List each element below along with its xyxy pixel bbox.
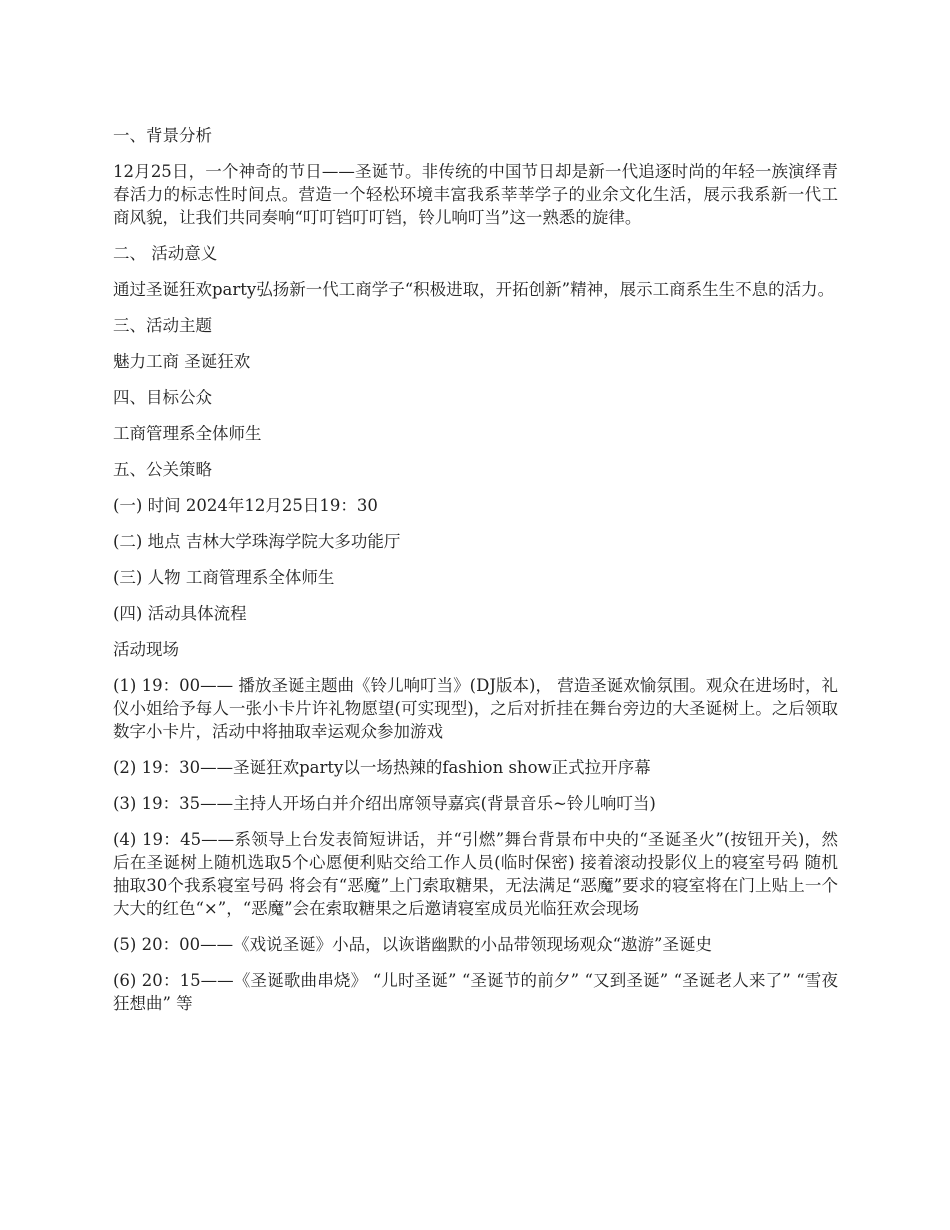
section-heading-audience: 四、目标公众 (113, 388, 212, 407)
flow-item: (1) 19：00—— 播放圣诞主题曲《铃儿响叮当》(DJ版本)， 营造圣诞欢愉氛围。观众在进场时，礼仪小姐给予每人一张小卡片许礼物愿望(可实现型)，之后对折挂在舞台旁边的大圣诞树上。之后领取数字小卡片，活动中将抽取幸运观众参加游戏 (113, 676, 838, 741)
strategy-flow-heading: (四) 活动具体流程 (113, 604, 247, 623)
flow-item: (6) 20：15——《圣诞歌曲串烧》 “儿时圣诞” “圣诞节的前夕” “又到圣诞” “圣诞老人来了” “雪夜狂想曲” 等 (113, 971, 838, 1013)
strategy-people: (三) 人物 工商管理系全体师生 (113, 568, 335, 587)
strategy-time: (一) 时间 2024年12月25日19：30 (113, 496, 378, 515)
significance-paragraph: 通过圣诞狂欢party弘扬新一代工商学子“积极进取，开拓创新”精神，展示工商系生生不息的活力。 (113, 280, 835, 299)
section-heading-theme: 三、活动主题 (113, 316, 212, 335)
event-site-heading: 活动现场 (113, 640, 179, 659)
theme-paragraph: 魅力工商 圣诞狂欢 (113, 352, 251, 371)
section-heading-background: 一、背景分析 (113, 126, 212, 145)
section-heading-significance: 二、 活动意义 (113, 244, 218, 263)
flow-item: (5) 20：00——《戏说圣诞》小品，以诙谐幽默的小品带领现场观众“遨游”圣诞史 (113, 935, 712, 954)
flow-item: (3) 19：35——主持人开场白并介绍出席领导嘉宾(背景音乐~铃儿响叮当) (113, 794, 656, 813)
background-paragraph: 12月25日，一个神奇的节日——圣诞节。非传统的中国节日却是新一代追逐时尚的年轻一族演绎青春活力的标志性时间点。营造一个轻松环境丰富我系莘莘学子的业余文化生活，展示我系新一代工商风貌，让我们共同奏响“叮叮铛叮叮铛，铃儿响叮当”这一熟悉的旋律。 (113, 162, 838, 227)
document-page (113, 124, 838, 1028)
audience-paragraph: 工商管理系全体师生 (113, 424, 262, 443)
flow-item: (4) 19：45——系领导上台发表简短讲话，并“引燃”舞台背景布中央的“圣诞圣火”(按钮开关)，然后在圣诞树上随机选取5个心愿便利贴交给工作人员(临时保密) 接着滚动投影仪上的寝室号码 随机抽取30个我系寝室号码 将会有“恶魔”上门索取糖果，无法满足“恶魔”要求的寝室将在门上贴上一个大大的红色“×”，“恶魔”会在索取糖果之后邀请寝室成员光临狂欢会现场 (113, 830, 838, 918)
flow-item: (2) 19：30——圣诞狂欢party以一场热辣的fashion show正式拉开序幕 (113, 758, 651, 777)
strategy-location: (二) 地点 吉林大学珠海学院大多功能厅 (113, 532, 401, 551)
section-heading-strategy: 五、公关策略 (113, 460, 212, 479)
